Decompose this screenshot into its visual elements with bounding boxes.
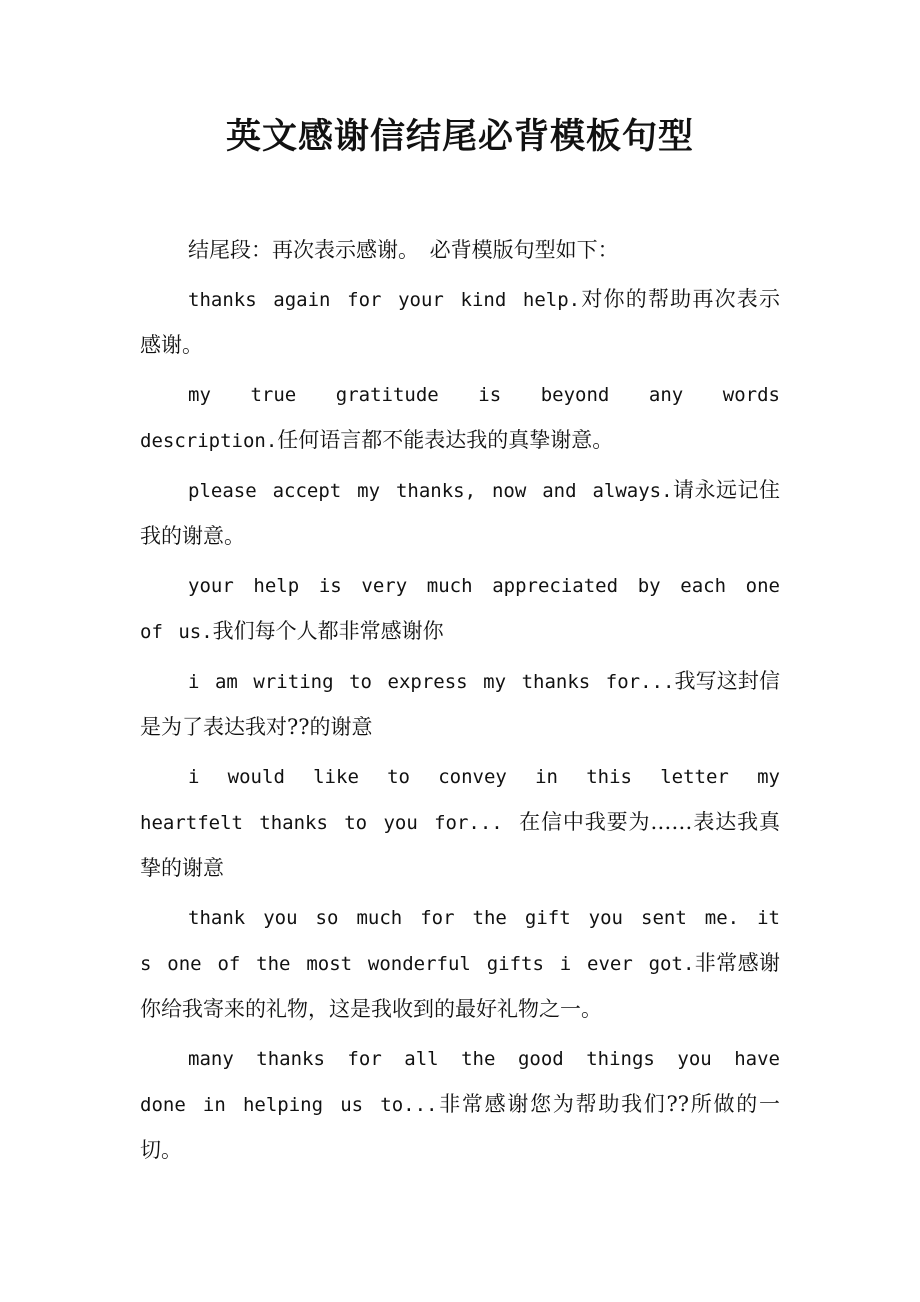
english-sentence: thanks again for your kind help. [188,289,581,311]
chinese-translation: 在信中我要为……表达我真挚的谢意 [140,810,781,880]
sentence-paragraph [140,754,780,891]
english-sentence: please accept my thanks, now and always. [188,480,673,502]
chinese-translation: 任何语言都不能表达我的真挚谢意。 [277,428,614,452]
sentence-paragraph [140,563,780,655]
english-sentence: thank you so much for the gift you sent me. it s one of the most wonderful gifts i ever got. [140,907,780,975]
english-sentence: your help is very much appreciated by each one of us. [140,575,780,643]
english-sentence: i would like to convey in this letter my heartfelt thanks to you for... [140,766,780,834]
document-body [140,228,780,1177]
document-title: 英文感谢信结尾必背模板句型 [225,116,694,157]
chinese-translation: 我写这封信是为了表达我对??的谢意 [140,669,781,739]
english-sentence: i am writing to express my thanks for... [188,671,675,693]
sentence-paragraph [140,468,780,559]
chinese-translation: 非常感谢您为帮助我们??所做的一切。 [140,1092,780,1162]
english-sentence: many thanks for all the good things you have done in helping us to... [140,1048,780,1116]
english-sentence: my true gratitude is beyond any words description. [140,384,780,452]
intro-paragraph: 结尾段：再次表示感谢。 必背模版句型如下： [188,238,619,262]
sentence-paragraph [140,372,780,464]
sentence-paragraph [140,277,780,368]
chinese-translation: 我们每个人都非常感谢你 [212,619,444,643]
chinese-translation: 请永远记住我的谢意。 [140,478,781,548]
sentence-paragraph [140,659,780,750]
sentence-paragraph [140,895,780,1032]
chinese-translation: 非常感谢你给我寄来的礼物，这是我收到的最好礼物之一。 [140,951,781,1021]
sentence-paragraph [140,1036,780,1173]
chinese-translation: 对你的帮助再次表示感谢。 [140,287,781,357]
